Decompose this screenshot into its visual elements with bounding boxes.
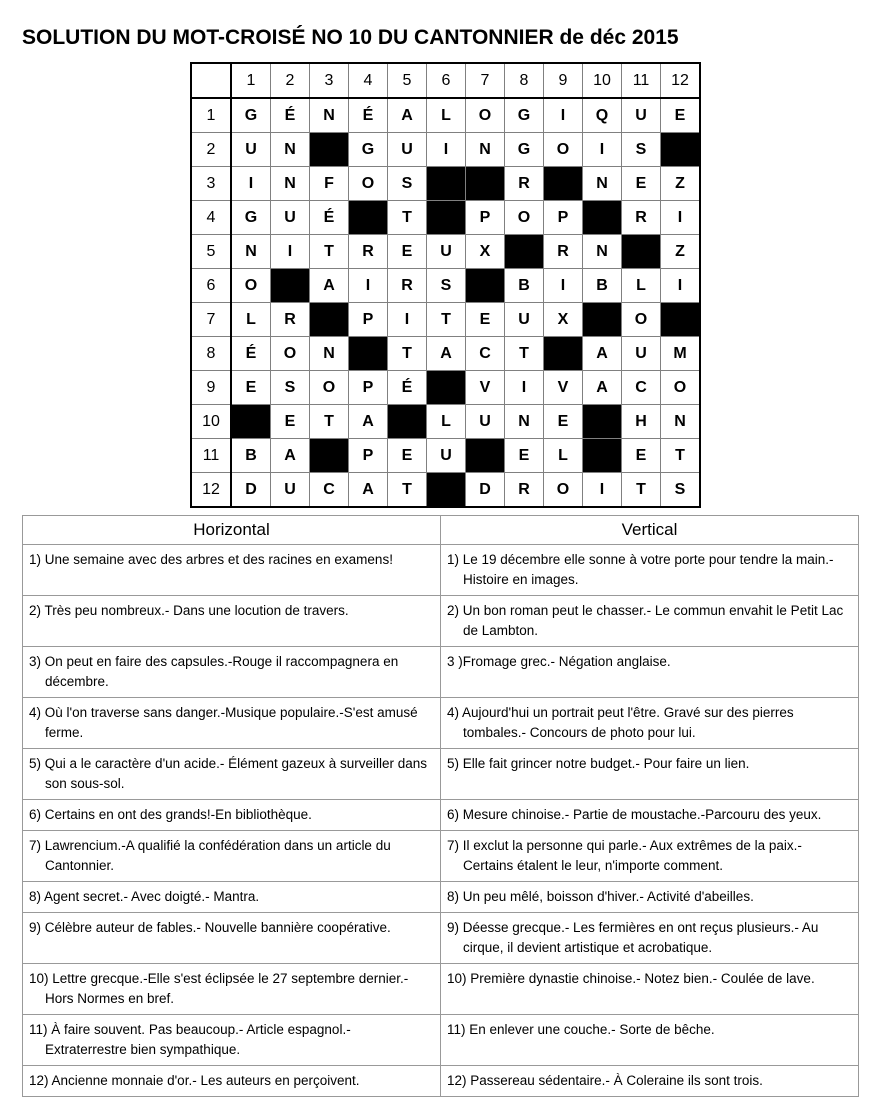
vertical-clue-cell	[441, 545, 859, 596]
horizontal-clue-cell	[23, 647, 441, 698]
grid-letter-cell: B	[231, 439, 271, 473]
grid-letter-cell: P	[544, 201, 583, 235]
vertical-clue-cell	[441, 913, 859, 964]
grid-column-number: 4	[349, 63, 388, 98]
clue-row	[23, 800, 859, 831]
grid-letter-cell: T	[388, 337, 427, 371]
vertical-clue-cell	[441, 800, 859, 831]
grid-row-number: 3	[191, 167, 231, 201]
grid-row-number: 5	[191, 235, 231, 269]
grid-black-cell	[544, 337, 583, 371]
vertical-clue: 10) Première dynastie chinoise.- Notez bien.- Coulée de lave.	[447, 971, 815, 986]
grid-letter-cell: A	[427, 337, 466, 371]
grid-black-cell	[466, 167, 505, 201]
page-title: SOLUTION DU MOT-CROISÉ NO 10 DU CANTONNIER de déc 2015	[22, 26, 679, 49]
grid-letter-cell: T	[388, 473, 427, 508]
grid-letter-cell: A	[349, 473, 388, 508]
grid-black-cell	[349, 337, 388, 371]
vertical-clue: 2) Un bon roman peut le chasser.- Le commun envahit le Petit Lac de Lambton.	[447, 603, 844, 638]
grid-letter-cell: A	[583, 371, 622, 405]
grid-black-cell	[231, 405, 271, 439]
horizontal-clue-cell	[23, 800, 441, 831]
grid-letter-cell: M	[661, 337, 701, 371]
grid-black-cell	[583, 439, 622, 473]
crossword-grid	[190, 62, 701, 508]
grid-black-cell	[427, 371, 466, 405]
grid-row	[191, 133, 700, 167]
grid-row	[191, 303, 700, 337]
grid-letter-cell: R	[544, 235, 583, 269]
grid-letter-cell: X	[544, 303, 583, 337]
vertical-header: Vertical	[441, 516, 859, 545]
grid-black-cell	[427, 201, 466, 235]
vertical-clue: 6) Mesure chinoise.- Partie de moustache.-Parcouru des yeux.	[447, 807, 822, 822]
vertical-clue-cell	[441, 698, 859, 749]
grid-black-cell	[427, 473, 466, 508]
grid-letter-cell: B	[583, 269, 622, 303]
clue-row	[23, 545, 859, 596]
grid-row	[191, 201, 700, 235]
grid-letter-cell: P	[349, 439, 388, 473]
grid-letter-cell: L	[427, 405, 466, 439]
grid-letter-cell: S	[388, 167, 427, 201]
horizontal-clue-cell	[23, 964, 441, 1015]
grid-letter-cell: E	[622, 439, 661, 473]
grid-row	[191, 439, 700, 473]
grid-letter-cell: E	[544, 405, 583, 439]
vertical-clue: 3 )Fromage grec.- Négation anglaise.	[447, 654, 671, 669]
grid-letter-cell: U	[427, 439, 466, 473]
grid-row	[191, 371, 700, 405]
horizontal-header: Horizontal	[23, 516, 441, 545]
grid-letter-cell: U	[271, 473, 310, 508]
grid-letter-cell: U	[427, 235, 466, 269]
grid-black-cell	[661, 303, 701, 337]
grid-letter-cell: E	[388, 235, 427, 269]
grid-letter-cell: T	[661, 439, 701, 473]
grid-letter-cell: C	[310, 473, 349, 508]
grid-letter-cell: D	[466, 473, 505, 508]
grid-letter-cell: I	[231, 167, 271, 201]
vertical-clue-cell	[441, 647, 859, 698]
grid-column-number: 9	[544, 63, 583, 98]
horizontal-clue-cell	[23, 698, 441, 749]
grid-letter-cell: V	[466, 371, 505, 405]
grid-column-number: 12	[661, 63, 701, 98]
grid-letter-cell: U	[505, 303, 544, 337]
grid-letter-cell: O	[310, 371, 349, 405]
grid-letter-cell: L	[427, 98, 466, 133]
grid-letter-cell: S	[427, 269, 466, 303]
grid-letter-cell: S	[622, 133, 661, 167]
grid-row-number: 11	[191, 439, 231, 473]
grid-letter-cell: P	[349, 303, 388, 337]
grid-letter-cell: N	[310, 98, 349, 133]
vertical-clue: 11) En enlever une couche.- Sorte de bêche.	[447, 1022, 715, 1037]
clue-row	[23, 964, 859, 1015]
grid-letter-cell: A	[349, 405, 388, 439]
grid-letter-cell: G	[505, 133, 544, 167]
grid-letter-cell: O	[231, 269, 271, 303]
grid-letter-cell: O	[466, 98, 505, 133]
horizontal-clue: 10) Lettre grecque.-Elle s'est éclipsée le 27 septembre dernier.- Hors Normes en bref.	[29, 971, 409, 1006]
horizontal-clue: 4) Où l'on traverse sans danger.-Musique populaire.-S'est amusé ferme.	[29, 705, 418, 740]
horizontal-clue: 8) Agent secret.- Avec doigté.- Mantra.	[29, 889, 260, 904]
grid-letter-cell: P	[349, 371, 388, 405]
grid-column-number: 8	[505, 63, 544, 98]
grid-letter-cell: I	[349, 269, 388, 303]
grid-letter-cell: U	[466, 405, 505, 439]
grid-letter-cell: I	[544, 98, 583, 133]
grid-letter-cell: A	[583, 337, 622, 371]
grid-letter-cell: O	[505, 201, 544, 235]
grid-black-cell	[427, 167, 466, 201]
vertical-clue: 12) Passereau sédentaire.- À Coleraine ils sont trois.	[447, 1073, 763, 1088]
grid-letter-cell: N	[505, 405, 544, 439]
grid-letter-cell: L	[544, 439, 583, 473]
grid-black-cell	[583, 405, 622, 439]
grid-letter-cell: T	[310, 235, 349, 269]
vertical-clue: 8) Un peu mêlé, boisson d'hiver.- Activité d'abeilles.	[447, 889, 754, 904]
grid-letter-cell: U	[388, 133, 427, 167]
horizontal-clue: 5) Qui a le caractère d'un acide.- Élément gazeux à surveiller dans son sous-sol.	[29, 756, 428, 791]
horizontal-clue: 11) À faire souvent. Pas beaucoup.- Article espagnol.- Extraterrestre bien sympathique.	[29, 1022, 351, 1057]
grid-letter-cell: P	[466, 201, 505, 235]
grid-letter-cell: A	[388, 98, 427, 133]
vertical-clue: 5) Elle fait grincer notre budget.- Pour faire un lien.	[447, 756, 750, 771]
vertical-clue-cell	[441, 1015, 859, 1066]
grid-letter-cell: O	[349, 167, 388, 201]
grid-letter-cell: U	[271, 201, 310, 235]
grid-letter-cell: I	[388, 303, 427, 337]
grid-letter-cell: C	[466, 337, 505, 371]
grid-row	[191, 235, 700, 269]
grid-black-cell	[466, 439, 505, 473]
grid-letter-cell: É	[349, 98, 388, 133]
grid-black-cell	[310, 303, 349, 337]
grid-letter-cell: T	[388, 201, 427, 235]
grid-letter-cell: N	[583, 235, 622, 269]
grid-letter-cell: R	[505, 167, 544, 201]
horizontal-clue-cell	[23, 1066, 441, 1097]
grid-letter-cell: T	[427, 303, 466, 337]
grid-letter-cell: T	[505, 337, 544, 371]
vertical-clue-cell	[441, 749, 859, 800]
grid-black-cell	[310, 439, 349, 473]
grid-row	[191, 98, 700, 133]
grid-letter-cell: D	[231, 473, 271, 508]
vertical-clue: 4) Aujourd'hui un portrait peut l'être. Gravé sur des pierres tombales.- Concours de photo pour lui.	[447, 705, 794, 740]
grid-row-number: 2	[191, 133, 231, 167]
horizontal-clue-cell	[23, 749, 441, 800]
vertical-clue-cell	[441, 596, 859, 647]
grid-letter-cell: S	[271, 371, 310, 405]
grid-letter-cell: E	[661, 98, 701, 133]
clue-row	[23, 1066, 859, 1097]
grid-letter-cell: N	[583, 167, 622, 201]
horizontal-clue: 2) Très peu nombreux.- Dans une locution de travers.	[29, 603, 349, 618]
grid-letter-cell: I	[661, 201, 701, 235]
grid-letter-cell: A	[271, 439, 310, 473]
horizontal-clue: 9) Célèbre auteur de fables.- Nouvelle bannière coopérative.	[29, 920, 391, 935]
grid-letter-cell: I	[427, 133, 466, 167]
grid-letter-cell: O	[544, 133, 583, 167]
horizontal-clue-cell	[23, 1015, 441, 1066]
grid-letter-cell: R	[271, 303, 310, 337]
grid-row-number: 1	[191, 98, 231, 133]
grid-letter-cell: Q	[583, 98, 622, 133]
grid-column-number: 2	[271, 63, 310, 98]
grid-letter-cell: E	[231, 371, 271, 405]
clue-row	[23, 1015, 859, 1066]
grid-letter-cell: T	[622, 473, 661, 508]
grid-row	[191, 269, 700, 303]
grid-letter-cell: E	[622, 167, 661, 201]
grid-letter-cell: A	[310, 269, 349, 303]
grid-letter-cell: É	[271, 98, 310, 133]
grid-row-number: 8	[191, 337, 231, 371]
grid-letter-cell: E	[388, 439, 427, 473]
grid-corner	[191, 63, 231, 98]
grid-column-number: 6	[427, 63, 466, 98]
grid-row	[191, 337, 700, 371]
grid-row-number: 6	[191, 269, 231, 303]
horizontal-clue-cell	[23, 831, 441, 882]
clues-table	[22, 515, 859, 1097]
grid-row-number: 9	[191, 371, 231, 405]
horizontal-clue: 7) Lawrencium.-A qualifié la confédération dans un article du Cantonnier.	[29, 838, 391, 873]
grid-letter-cell: R	[388, 269, 427, 303]
grid-row	[191, 473, 700, 508]
clue-row	[23, 882, 859, 913]
grid-letter-cell: G	[349, 133, 388, 167]
grid-row	[191, 167, 700, 201]
vertical-clue: 7) Il exclut la personne qui parle.- Aux extrêmes de la paix.- Certains étalent le leur, n'importe comment.	[447, 838, 802, 873]
grid-letter-cell: N	[271, 133, 310, 167]
horizontal-clue-cell	[23, 913, 441, 964]
grid-letter-cell: L	[622, 269, 661, 303]
grid-letter-cell: É	[388, 371, 427, 405]
grid-row-number: 10	[191, 405, 231, 439]
grid-letter-cell: O	[661, 371, 701, 405]
grid-letter-cell: X	[466, 235, 505, 269]
grid-column-number: 11	[622, 63, 661, 98]
grid-column-header-row	[191, 63, 700, 98]
grid-letter-cell: R	[349, 235, 388, 269]
grid-letter-cell: I	[505, 371, 544, 405]
grid-letter-cell: O	[544, 473, 583, 508]
vertical-clue-cell	[441, 882, 859, 913]
grid-letter-cell: G	[231, 201, 271, 235]
grid-letter-cell: U	[231, 133, 271, 167]
horizontal-clue: 3) On peut en faire des capsules.-Rouge il raccompagnera en décembre.	[29, 654, 399, 689]
grid-black-cell	[271, 269, 310, 303]
grid-row-number: 12	[191, 473, 231, 508]
grid-letter-cell: I	[583, 473, 622, 508]
grid-letter-cell: Z	[661, 167, 701, 201]
grid-letter-cell: C	[622, 371, 661, 405]
grid-letter-cell: N	[466, 133, 505, 167]
grid-letter-cell: E	[271, 405, 310, 439]
grid-black-cell	[622, 235, 661, 269]
grid-letter-cell: G	[231, 98, 271, 133]
vertical-clue-cell	[441, 1066, 859, 1097]
vertical-clue-cell	[441, 964, 859, 1015]
clue-row	[23, 647, 859, 698]
grid-letter-cell: V	[544, 371, 583, 405]
grid-letter-cell: G	[505, 98, 544, 133]
grid-letter-cell: S	[661, 473, 701, 508]
vertical-clue: 1) Le 19 décembre elle sonne à votre porte pour tendre la main.- Histoire en images.	[447, 552, 834, 587]
vertical-clue-cell	[441, 831, 859, 882]
grid-black-cell	[583, 201, 622, 235]
grid-letter-cell: I	[544, 269, 583, 303]
grid-letter-cell: U	[622, 98, 661, 133]
grid-letter-cell: R	[505, 473, 544, 508]
grid-column-number: 10	[583, 63, 622, 98]
grid-black-cell	[349, 201, 388, 235]
horizontal-clue: 1) Une semaine avec des arbres et des racines en examens!	[29, 552, 393, 567]
grid-black-cell	[310, 133, 349, 167]
grid-column-number: 3	[310, 63, 349, 98]
grid-letter-cell: O	[622, 303, 661, 337]
vertical-clue: 9) Déesse grecque.- Les fermières en ont reçus plusieurs.- Au cirque, il devient artistique et acrobatique.	[447, 920, 819, 955]
clue-row	[23, 913, 859, 964]
grid-column-number: 1	[231, 63, 271, 98]
grid-letter-cell: E	[505, 439, 544, 473]
grid-black-cell	[583, 303, 622, 337]
grid-row-number: 4	[191, 201, 231, 235]
horizontal-clue-cell	[23, 545, 441, 596]
grid-letter-cell: Z	[661, 235, 701, 269]
horizontal-clue-cell	[23, 882, 441, 913]
grid-letter-cell: N	[271, 167, 310, 201]
clue-row	[23, 698, 859, 749]
grid-black-cell	[544, 167, 583, 201]
grid-column-number: 7	[466, 63, 505, 98]
grid-row-number: 7	[191, 303, 231, 337]
horizontal-clue-cell	[23, 596, 441, 647]
grid-letter-cell: N	[310, 337, 349, 371]
grid-letter-cell: B	[505, 269, 544, 303]
grid-letter-cell: I	[661, 269, 701, 303]
grid-letter-cell: N	[661, 405, 701, 439]
grid-black-cell	[505, 235, 544, 269]
grid-letter-cell: F	[310, 167, 349, 201]
grid-black-cell	[388, 405, 427, 439]
grid-letter-cell: U	[622, 337, 661, 371]
clue-row	[23, 831, 859, 882]
grid-letter-cell: É	[310, 201, 349, 235]
grid-black-cell	[661, 133, 701, 167]
grid-black-cell	[466, 269, 505, 303]
grid-letter-cell: N	[231, 235, 271, 269]
grid-letter-cell: H	[622, 405, 661, 439]
grid-letter-cell: E	[466, 303, 505, 337]
grid-row	[191, 405, 700, 439]
grid-column-number: 5	[388, 63, 427, 98]
clue-row	[23, 596, 859, 647]
grid-letter-cell: I	[583, 133, 622, 167]
horizontal-clue: 12) Ancienne monnaie d'or.- Les auteurs en perçoivent.	[29, 1073, 360, 1088]
grid-letter-cell: T	[310, 405, 349, 439]
clue-row	[23, 749, 859, 800]
horizontal-clue: 6) Certains en ont des grands!-En bibliothèque.	[29, 807, 312, 822]
grid-letter-cell: R	[622, 201, 661, 235]
grid-letter-cell: I	[271, 235, 310, 269]
grid-letter-cell: O	[271, 337, 310, 371]
grid-letter-cell: É	[231, 337, 271, 371]
grid-letter-cell: L	[231, 303, 271, 337]
